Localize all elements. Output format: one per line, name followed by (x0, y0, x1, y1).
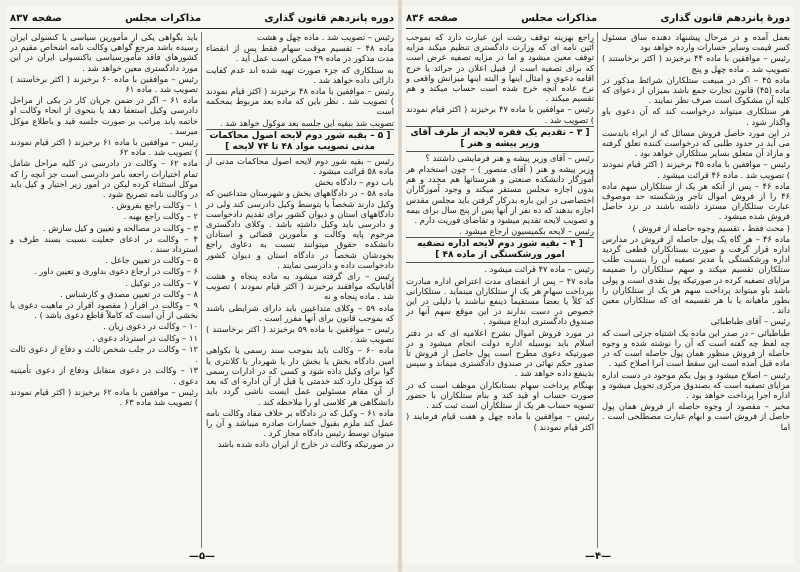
header-rule (10, 28, 394, 29)
text-paragraph: رئیس – موافقین با ماده ۵۹ برخیزند ( اکثر برخاستند ) تصویب شد . (206, 324, 394, 345)
text-paragraph: رئیس – لایحه بکمیسیون ارجاع میشود . (459, 226, 594, 237)
text-paragraph: ماده ۴۶ – هر گاه یک پول حاصله از فروش در مدارس اداره قرار گرفت و صورت بستانکاران قطعی گردید اداره ورشکستگی یا مدیر تصفیه آن را بنسبت طلب ستلکاران تقسیم میکند و سهم ستلکاران را ضمیمه مزایای تصفیه کرده در صورتیکه پول نقدی است و پولی باشد باو میتواند پرداخت سهم هر یک از ستلکاران را بطور ماهیانه یا با هر تقسیمه ای که ستلکاران معین داند . (602, 233, 790, 316)
text-paragraph: رئیس – موافقین با ماده ۴۵ برخیزند ( اکثر قیام نمودند ) تصویب شد . ماده ۴۶ قرائت میشود . (602, 159, 790, 180)
text-paragraph: ۴ – وکالت در ادعای جعلیت نسبت بسند طرف و استرداد سند . (10, 233, 198, 255)
left-page-session-title: مذاکرات مجلس (125, 12, 202, 24)
text-paragraph: در صورتیکه وکالت در خارج از ایران داده شده باشد (217, 439, 394, 450)
text-paragraph: رئیس – اصلاح میشود و پول یکم موجود در دست اداره مزایای تصفیه است که بصندوق مرکزی تحویل میشود و اداره اجرا پرداخت خواهد بود . (602, 369, 790, 400)
text-paragraph: رئیس – موافقین با ماده ۶۰ برخیزند ( اکثر برخاستند ) تصویب شد . ماده ۶۱ (10, 73, 198, 95)
right-page (402, 6, 794, 564)
text-paragraph: ۱۳ – وکالت در دعوی متقابل ودفاع از دعوی تأمینیه دعوی . (10, 365, 198, 386)
text-paragraph: راجع بهزینه توقف رشت این عبارت دارد که بموجب آئین نامه ای که وزارت دادگستری تنظیم میکند مزایه توقف معین میشود و اما در مزایه تصفیه عرض است که برای تصفیه است از قبیل اعلان در جرائد یا خرج اقامه دعوی و امثال اینها و البته اینها میزانش واقعی و نرخ عاده آنچه خرج شده است حساب میکند و هم تقسیم میکند . (406, 32, 594, 104)
section-heading: [ ۴ – بقیه شور دوم لایحه اداره تصفیه امور ورشکستگی از ماده ۴۸ ] (406, 237, 594, 263)
text-paragraph: مخبر – مقصود از وجوه حاصله از فروش همان پول حاصل از فروش است و ابهام عبارت مصطلحی است . اما (602, 401, 790, 432)
right-page-folio: —۴— (584, 551, 612, 562)
text-paragraph: رئیس – موافقین با ماده ۶۱ برخیزند ( اکثر قیام نمودند ) تصویب شد . ماده ۶۲ (10, 137, 198, 158)
text-paragraph: ماده ۴۵ – اگر در مبیعت ستلکاران شرائط مذکور در ماده (۴۵) قانون تجارت جمع باشد بمیزان از دعوای که کلیه آن مشکوک است صرف نظر نمایند . (602, 74, 790, 106)
text-paragraph: ماده ۶۱ – وکیل که در دادگاه بر خلاف مفاد وکالت نامه عمل کند ملزم بقبول خسارات صادره میباشد و آن را میتوان توسط رئیس دادگاه مجاز کرد . (206, 407, 394, 439)
right-page-number: صفحه ۸۳۶ (406, 12, 458, 24)
text-paragraph: تصویب شد ببقیه این جلسه بعد موکول خواهد شد . (220, 117, 394, 128)
text-paragraph: رئیس – موافقین با ماده ۶۲ برخیزند ( اکثر قیام نمودند ) تصویب شد ماده ۶۳ . (10, 386, 198, 407)
text-paragraph: رئیس – موافقین با ماده ۴۴ برخیزند ( اکثر برخاستند ) تصویب شد . ماده چهل و پنج (602, 53, 790, 74)
text-paragraph: ۲ – وکالت راجع بهبه . (123, 211, 198, 222)
text-paragraph: ۸ – وکالت در تعیین مصدق و کارشناس . (60, 288, 198, 299)
text-paragraph: رئیس – بقیه شور دوم لایحه اصول محاکمات مدنی از ماده ۵۸ قرائت میشود . (206, 155, 394, 177)
text-paragraph: باید بگواهی یکی از مأمورین سیاسی یا کنسولی ایران رسیده باشد مرجع گواهی وکالت نامه اشخاص مقیم در کشورهای فاقد مأمورسیاسی یاکنسولی ایران در این مورد دادگستری معین خواهد شد . (10, 32, 198, 73)
text-paragraph: بهنگام پرداخت سهام بستانکاران موظف است که در صورت حساب او قید کند و بنام ستلکاران با حضور تسویه حساب هر یک از ستلکاران است ثبت کند . (406, 379, 594, 411)
text-paragraph: رئیس – ماده ۴۷ قرائت میشود . (484, 264, 594, 275)
text-paragraph: ماده ۶۰ – وکالت باید بموجب سند رسمی یا بکواهی امین دادگاه بخش یا بخش دار یا شهردار یا کلانتری یا گوا برای وکیل داده شود و کسی که در ادارات رسمی که موکل دارد کند خدمتی یا قبل از آن اداره ای که بعد از آن مقام مسئولین عمل ایست ناشی گردد باید دانشگاهی هر کلاسی او را ملاحظه کند . (206, 345, 394, 407)
column-separator (597, 32, 598, 548)
left-page-term: دوره پانزدهم قانون گذاری (264, 12, 394, 24)
text-paragraph: طباطبائی – در صدر این ماده یک اشتباه جزئی است که چه لفظ چه گفته است که آن را نوشته شده و وجوه حاصله از فروش منظور همان پول حاصله است که در ماده قبل آمده است این سقط است آنرا اصلاح کنید . (602, 327, 790, 369)
text-paragraph: ۹ – وکالت در اقرار ( مقصود اقرار در ماهیت دعوی یا بخشی از آن است که کاملاً قاطع دعوی باشد ) . (10, 300, 198, 321)
text-paragraph: باب دوم – دادگاه بخش (315, 177, 394, 188)
text-paragraph: ۳ – وکالت در مصالحه و تعیین و کیل سازش . (43, 222, 198, 233)
text-paragraph: ۱۰ – وکالت در دعوی زیان . (103, 321, 198, 332)
text-paragraph: رئیس – رای گرفته میشود به ماده پنجاه و هشت آقایانیکه موافقند برخیزند ( اکثر قیام نمودند ) تصویب شد . ماده پنجاه و نه (206, 271, 394, 302)
text-paragraph: ۱۱ – وکالت در استرداد دعوی . (92, 332, 198, 343)
text-paragraph: ۶ – وکالت در ارجاع دعوی بداوری و تعیین داور . (34, 266, 198, 277)
left-page-header (10, 10, 394, 26)
text-paragraph: رئیس – تصویب شد . ماده چهل و هشت (256, 32, 394, 42)
text-paragraph: ماده ۶۲ – وکالت در دادرسی در کلیه مراحل شامل تمام اختیارات راجعه بامر دادرسی است جز آنچه را که موکل استثناء کرده لیکن در امور زیر اختیار و کیل باید در وکالت نامه تصریح شود . (10, 158, 198, 200)
text-paragraph: رئیس – موافقین با ماده ۴۸ برخیزند ( اکثر قیام نمودند ) تصویب شد . نظر باین که ماده بعد مربوط بمحکمه است (206, 86, 394, 117)
left-page-left-column (10, 32, 198, 548)
text-paragraph: ماده ۵۸ – در دادگاههای بخش و شهرستان متداعیین که وکیل دارند شخصاً یا بتوسط وکیل دادرسی کند ولی در دادگاههای استان و دیوان کشور برای تقدیم دادخواست و دادرسی باید وکیل داشته باشد . وکلای دادگستری مرحوم پایه وکالت و مأمورین قضائی و استادان دانشکده حقوق میتوانند نسبت به دعاوی راجع بخودشان شخصاً در دادگاه استان و دیوان کشور دادخواست داده و دادرسی نمایند . (206, 188, 394, 270)
text-paragraph: در مورد فروش اموال بشرح اعلامیه ای که در دفتر اسلام باید بوسیله اداره دولت انجام میشود و در صورتیکه دعوی مطرح است پول حاصل از فروش تا صدور حکم نهائی در صندوق دادگستری میماند و سپس بذینفع داده خواهد شد . (406, 327, 594, 379)
left-page-number: صفحه ۸۳۷ (10, 12, 62, 24)
column-separator (201, 32, 202, 548)
section-heading: [ ۳ – تقدیم یک فقره لایحه از طرف آقای وزیر پیشه و هنر ] (406, 126, 594, 152)
text-paragraph: ماده ۵۹ – وکلای متداعیین باید دارای شرایطی باشند که بموجب قانون برای آنها مقرر است . (206, 302, 394, 323)
text-paragraph: ماده ۶۱ – اگر در ضمن جریان کار در یکی از مراحل دادرسی وکیل استعفا دهد یا بنحوی از انحاء وکالت او خاتمه یابد مراتب بر صورت جلسه قید و باطلاع موکل میرسد . (10, 95, 198, 136)
text-paragraph: ۱ – وکالت راجع بفروش . (111, 200, 198, 211)
left-page (6, 6, 398, 564)
right-page-header (406, 10, 790, 26)
right-page-left-column (406, 32, 594, 548)
left-page-folio: —۵— (188, 551, 216, 562)
text-paragraph: ماده ۴۸ – تقسیم موقت سهام فقط پس از انقضاء مدت مذکور در ماده ۲۹ ممکن است عمل آید . (206, 43, 394, 64)
right-page-term: دورۀ پانزدهم قانون گذاری (660, 12, 790, 24)
right-page-right-column (602, 32, 790, 548)
header-rule (406, 28, 790, 29)
text-paragraph: وزیر پیشه و هنر ( آقای منصور ) – چون استخدام هر آموزگار دانشکده صنعتی و هنرستانها هم مجدد و هم بدون اجازه مجلس مستقر میکند و وجود آموزگاران اختصاصی در این باره بدرکار گرفتن باید مجلس مقدس اجازه بدهند که ده نفر از آنها پس از پنج سال برای بیمه و تصویب لایحه تقدیم میشود و تقاضای فوریت دارم . (406, 164, 594, 226)
text-paragraph: ۱۲ – وکالت در جلب شخص ثالث و دفاع از دعوی ثالث . (10, 343, 198, 365)
left-page-right-column (206, 32, 394, 548)
text-paragraph: بعمل آمده و در مرحال پیشنهاد دهنده ساق مسئول کسر قیمت وسایر خسارات وارده خواهد بود (602, 32, 790, 53)
text-paragraph: ماده ۴۶ – پس از آنکه هر یک از ستلکاران سهم ماده ۴۶ را از فروش اموال تاجر ورشکسته حد موصوف عبارت ستلکاران مسترد داشته باشند در نزد حاصل فروش شده میشود . (602, 180, 790, 222)
text-paragraph: رئیس – موافقین با ماده چهل و هفت قیام فرمایند ( اکثر قیام نمودند ) (406, 411, 594, 432)
text-paragraph: رئیس – آقای وزیر پیشه و هنر فرمایشی داشتند ؟ (425, 152, 594, 163)
text-paragraph: در این مورد حاصل فروش مسائل که از ابراء بابدست می آید در حدود طلبی که درخواست کننده تعلق گرفته و مازاد آن متعلق بسایر ستلکاران خواهد بود . (602, 127, 790, 159)
text-paragraph: ماده ۴۷ – پس از انقضای مدت اعتراض اداره مبادرت بپرداخت سهام هر یک از ستلکاران مینماید . ستلکارانی که کلاً یا بعضاً مستقیماً ذینفع نباشند یا دلیلی در این خصوص در دست ندارند در این موقع سهم آنها در صندوق دادگستری ایداع میشود . (406, 275, 594, 327)
right-page-session-title: مذاکرات مجلس (521, 12, 598, 24)
text-paragraph: هر ستلکاری میتواند درخواست کند که آن دعوی باو واگذار شود . (602, 106, 790, 127)
text-paragraph: ( محث فقط ، تقسیم وجوه حاصله از فروش ) (632, 222, 790, 233)
text-paragraph: ۵ – وکالت در تعیین جاعل . (105, 255, 198, 266)
section-heading: [ ۵ – بقیه شور دوم لایحه اصول محاکمات مدنی تصویب مواد ۴۸ تا ۷۴ لایحه ] (206, 129, 394, 155)
text-paragraph: رئیس – آقای طباطبائی (710, 316, 790, 327)
text-paragraph: رئیس – موافقین با ماده ۴۷ برخیزند ( اکثر قیام نمودند ) تصویب شد . (406, 104, 594, 125)
text-paragraph: به ستلکاری که جزء صورت تهیه شده اند عدم کفایت دارائی داده خواهد شد . (206, 64, 394, 85)
text-paragraph: ۷ – وکالت در توکیل . (125, 277, 198, 288)
